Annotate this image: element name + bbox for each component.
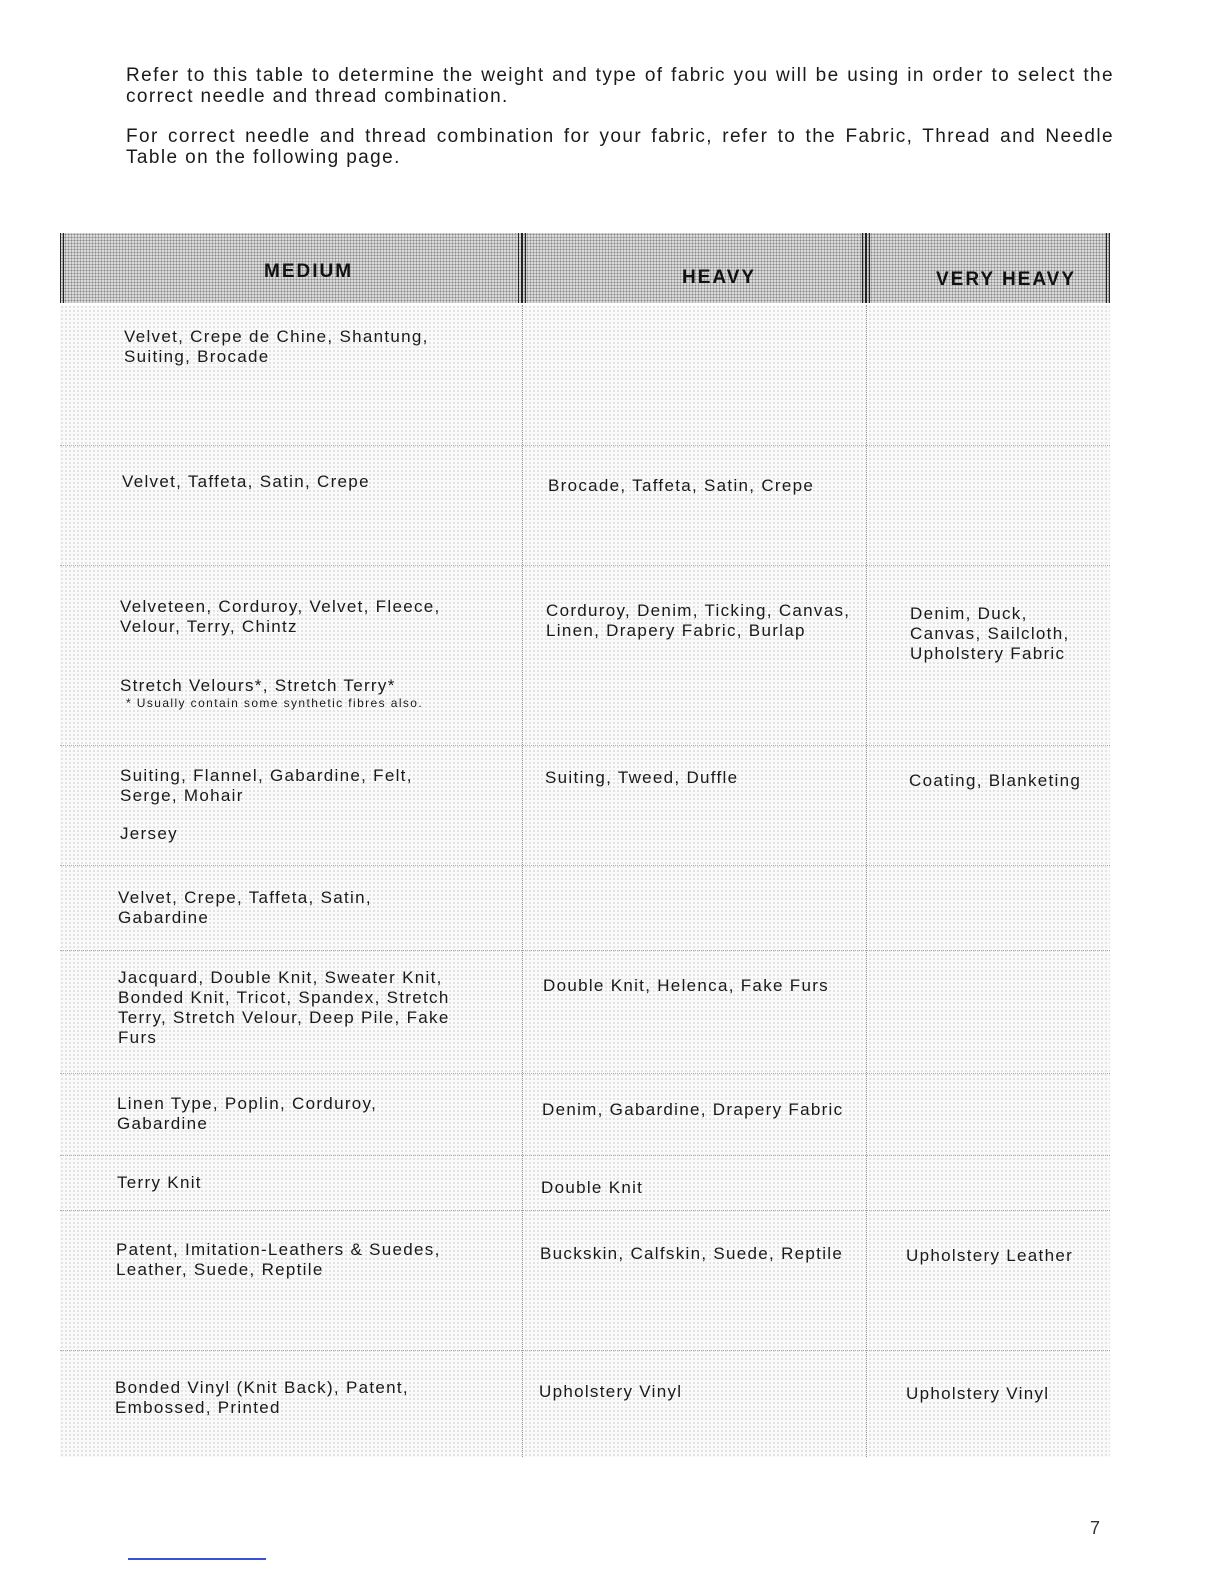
cell-heavy: Corduroy, Denim, Ticking, Canvas, Linen, Drapery Fabric, Burlap xyxy=(546,601,851,640)
cell-medium-extra: Jersey xyxy=(120,824,178,843)
cell-medium: Patent, Imitation-Leathers & Suedes, Leather, Suede, Reptile xyxy=(116,1240,441,1279)
cell-heavy: Suiting, Tweed, Duffle xyxy=(545,768,739,787)
footer-link-underline[interactable] xyxy=(128,1558,266,1560)
column-divider xyxy=(522,305,523,1457)
cell-medium-extra: Stretch Velours*, Stretch Terry* xyxy=(120,676,396,695)
cell-medium: Velveteen, Corduroy, Velvet, Fleece, Velour, Terry, Chintz xyxy=(120,597,441,636)
header-very-heavy xyxy=(866,233,1110,303)
cell-medium: Bonded Vinyl (Knit Back), Patent, Embossed, Printed xyxy=(115,1378,409,1417)
row-divider xyxy=(60,1210,1110,1211)
intro-paragraph-2: For correct needle and thread combination for your fabric, refer to the Fabric, Thread and Needle Table on the following page. xyxy=(126,126,1114,168)
header-very-heavy-label: VERY HEAVY xyxy=(936,269,1077,290)
row-divider xyxy=(60,950,1110,951)
cell-heavy: Double Knit xyxy=(541,1178,644,1197)
cell-very-heavy: Coating, Blanketing xyxy=(909,771,1082,790)
cell-very-heavy: Upholstery Vinyl xyxy=(906,1384,1050,1403)
row-divider xyxy=(60,1155,1110,1156)
cell-medium: Jacquard, Double Knit, Sweater Knit, Bonded Knit, Tricot, Spandex, Stretch Terry, Stretch Velour, Deep Pile, Fake Furs xyxy=(118,968,450,1047)
fabric-weight-table xyxy=(60,233,1110,1457)
row-divider xyxy=(60,1073,1110,1074)
column-divider xyxy=(866,305,867,1457)
cell-heavy: Brocade, Taffeta, Satin, Crepe xyxy=(548,476,815,495)
cell-heavy: Denim, Gabardine, Drapery Fabric xyxy=(542,1100,844,1119)
row-divider xyxy=(60,865,1110,866)
page-number: 7 xyxy=(1090,1518,1101,1538)
row-divider xyxy=(60,745,1110,746)
cell-very-heavy: Denim, Duck, Canvas, Sailcloth, Upholstery Fabric xyxy=(910,604,1070,663)
cell-heavy: Double Knit, Helenca, Fake Furs xyxy=(543,976,829,995)
cell-medium: Suiting, Flannel, Gabardine, Felt, Serge, Mohair xyxy=(120,766,413,805)
cell-heavy: Buckskin, Calfskin, Suede, Reptile xyxy=(540,1244,844,1263)
cell-medium: Velvet, Crepe, Taffeta, Satin, Gabardine xyxy=(118,888,372,927)
row-divider xyxy=(60,565,1110,566)
row-divider xyxy=(60,1350,1110,1351)
header-heavy xyxy=(522,233,866,303)
cell-medium: Velvet, Crepe de Chine, Shantung, Suiting, Brocade xyxy=(124,327,429,366)
header-medium-label: MEDIUM xyxy=(264,261,354,282)
intro-paragraph-1: Refer to this table to determine the weight and type of fabric you will be using in order to select the correct needle and thread combination. xyxy=(126,65,1114,107)
cell-heavy: Upholstery Vinyl xyxy=(539,1382,683,1401)
cell-medium: Terry Knit xyxy=(117,1173,202,1192)
header-medium xyxy=(60,233,522,303)
footnote: * Usually contain some synthetic fibres also. xyxy=(126,696,424,710)
cell-medium: Velvet, Taffeta, Satin, Crepe xyxy=(122,472,370,491)
cell-medium: Linen Type, Poplin, Corduroy, Gabardine xyxy=(117,1094,378,1133)
cell-very-heavy: Upholstery Leather xyxy=(906,1246,1074,1265)
row-divider xyxy=(60,445,1110,446)
header-heavy-label: HEAVY xyxy=(682,267,757,288)
